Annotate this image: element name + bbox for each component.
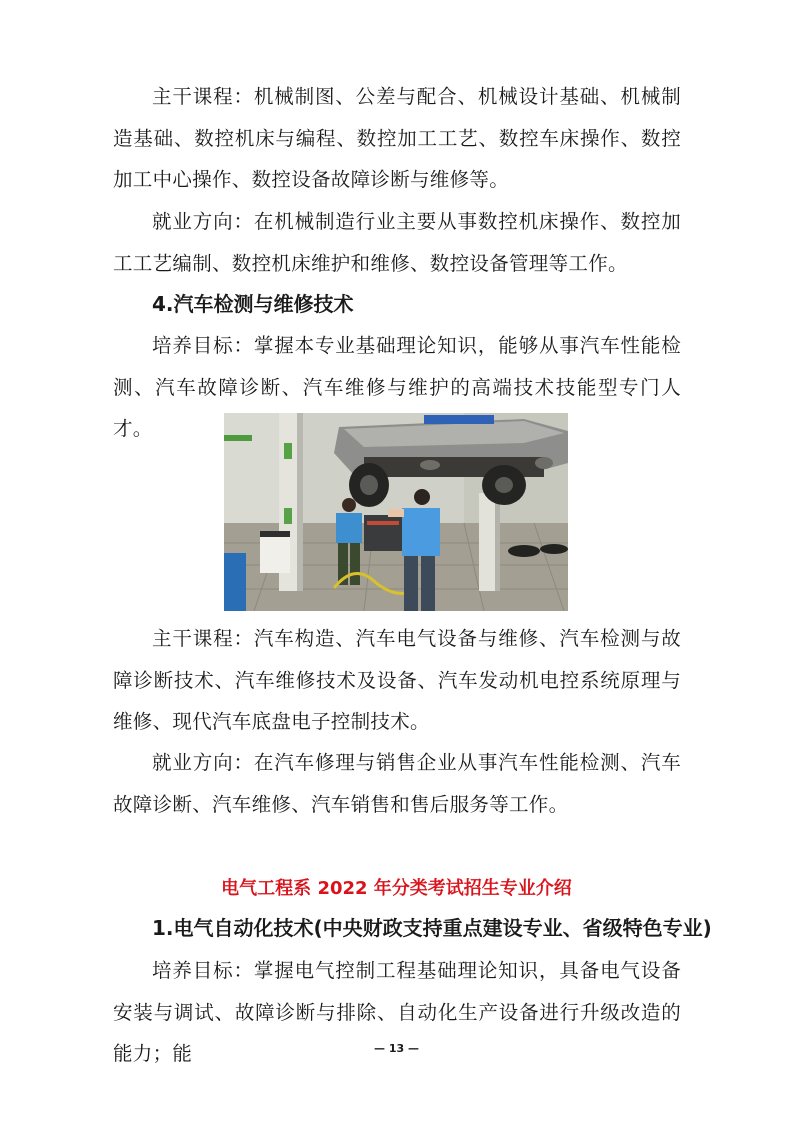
electrical-dept-title: 电气工程系 2022 年分类考试招生专业介绍 <box>221 878 572 899</box>
workshop-illustration <box>224 413 568 611</box>
auto-repair-goal-paragraph: 培养目标：掌握本专业基础理论知识，能够从事汽车性能检测、汽车故障诊断、汽车维修与维护的高端技术技能型专门人才。 <box>113 334 681 440</box>
auto-repair-heading: 4.汽车检测与维修技术 <box>152 292 354 316</box>
page-number: — 13 — <box>374 1042 419 1055</box>
mechanics-courses-paragraph: 主干课程：机械制图、公差与配合、机械设计基础、机械制造基础、数控机床与编程、数控加工工艺、数控车床操作、数控加工中心操作、数控设备故障诊断与维修等。 <box>113 85 681 191</box>
mechanics-employment-paragraph: 就业方向：在机械制造行业主要从事数控机床操作、数控加工工艺编制、数控机床维护和维修、数控设备管理等工作。 <box>113 210 681 275</box>
auto-repair-courses-paragraph: 主干课程：汽车构造、汽车电气设备与维修、汽车检测与故障诊断技术、汽车维修技术及设备、汽车发动机电控系统原理与维修、现代汽车底盘电子控制技术。 <box>113 627 681 733</box>
auto-repair-employment-paragraph: 就业方向：在汽车修理与销售企业从事汽车性能检测、汽车故障诊断、汽车维修、汽车销售和售后服务等工作。 <box>113 751 681 816</box>
electrical-automation-goal-paragraph: 培养目标：掌握电气控制工程基础理论知识，具备电气设备安装与调试、故障诊断与排除、自动化生产设备进行升级改造的能力；能 <box>113 959 681 1065</box>
car-repair-workshop-photo <box>224 413 568 611</box>
electrical-automation-heading: 1.电气自动化技术(中央财政支持重点建设专业、省级特色专业) <box>152 916 712 940</box>
